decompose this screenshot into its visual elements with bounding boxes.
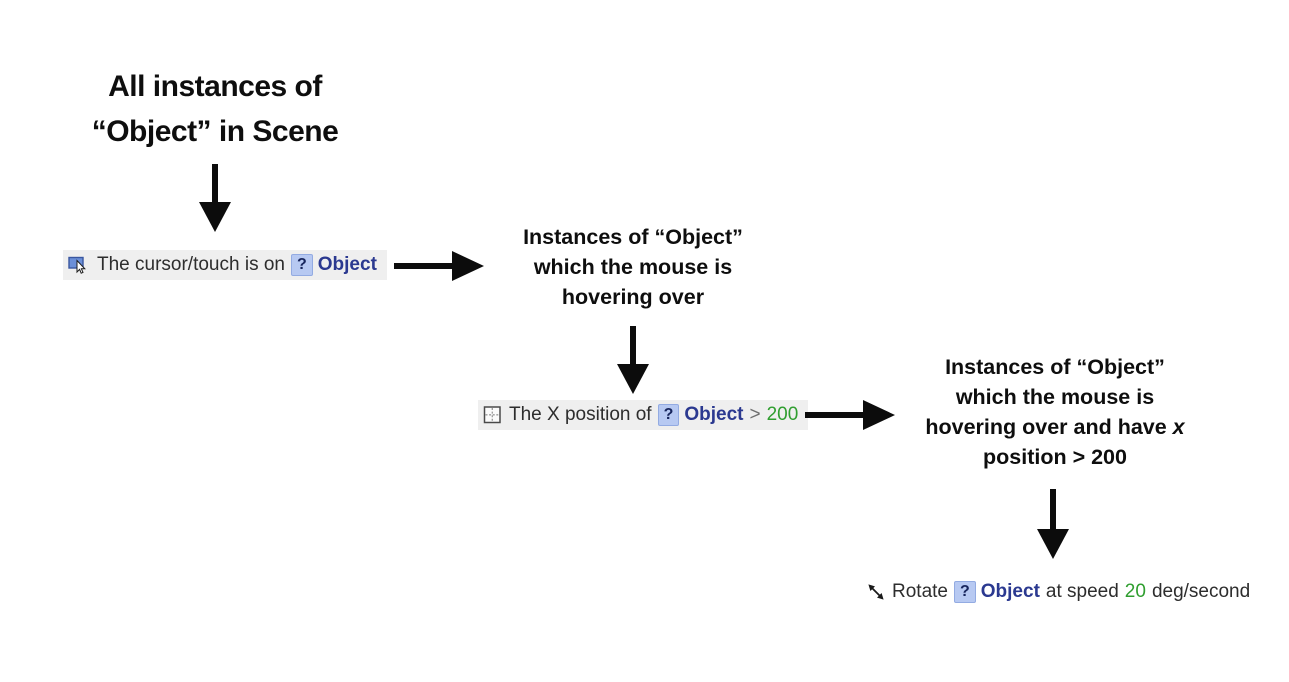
action-text: at speed (1045, 581, 1119, 602)
object-parameter-badge: ? (658, 404, 680, 426)
object-parameter-badge: ? (291, 254, 313, 276)
annotation-line: hovering over and have x (925, 415, 1185, 439)
annotation-line: which the mouse is (533, 255, 733, 279)
comparison-operator: > (749, 404, 761, 425)
action-rotate-object (866, 581, 1250, 603)
annotation-hovering-x-instances (902, 352, 1208, 472)
speed-value: 20 (1124, 581, 1146, 602)
arrow-right-icon (805, 397, 895, 433)
annotation-line: which the mouse is (955, 385, 1155, 409)
annotation-line: Instances of “Object” (945, 355, 1165, 379)
annotation-line: hovering over (561, 285, 705, 309)
annotation-all-instances (60, 64, 370, 154)
condition-cursor-touch (63, 250, 387, 280)
action-text: deg/second (1151, 581, 1251, 602)
condition-text: The cursor/touch is on (97, 254, 285, 275)
condition-x-position (478, 400, 808, 430)
arrow-down-icon (199, 164, 231, 232)
object-name: Object (980, 581, 1040, 602)
object-parameter-badge: ? (954, 581, 976, 603)
annotation-line: “Object” in Scene (91, 115, 339, 148)
x-position-icon (483, 405, 503, 425)
annotation-hovering-instances (500, 222, 766, 312)
cursor-on-object-icon (68, 254, 91, 276)
annotation-line: All instances of (108, 70, 322, 103)
object-name: Object (684, 404, 744, 425)
arrow-down-icon (1037, 489, 1069, 559)
arrow-right-icon (394, 248, 484, 284)
annotation-line: position > 200 (983, 445, 1127, 469)
annotation-line: Instances of “Object” (523, 225, 743, 249)
object-name: Object (317, 254, 377, 275)
condition-text: The X position of (509, 404, 652, 425)
action-text: Rotate (892, 581, 948, 602)
arrow-down-icon (617, 326, 649, 394)
rotate-icon (866, 582, 886, 602)
comparison-value: 200 (766, 404, 799, 425)
